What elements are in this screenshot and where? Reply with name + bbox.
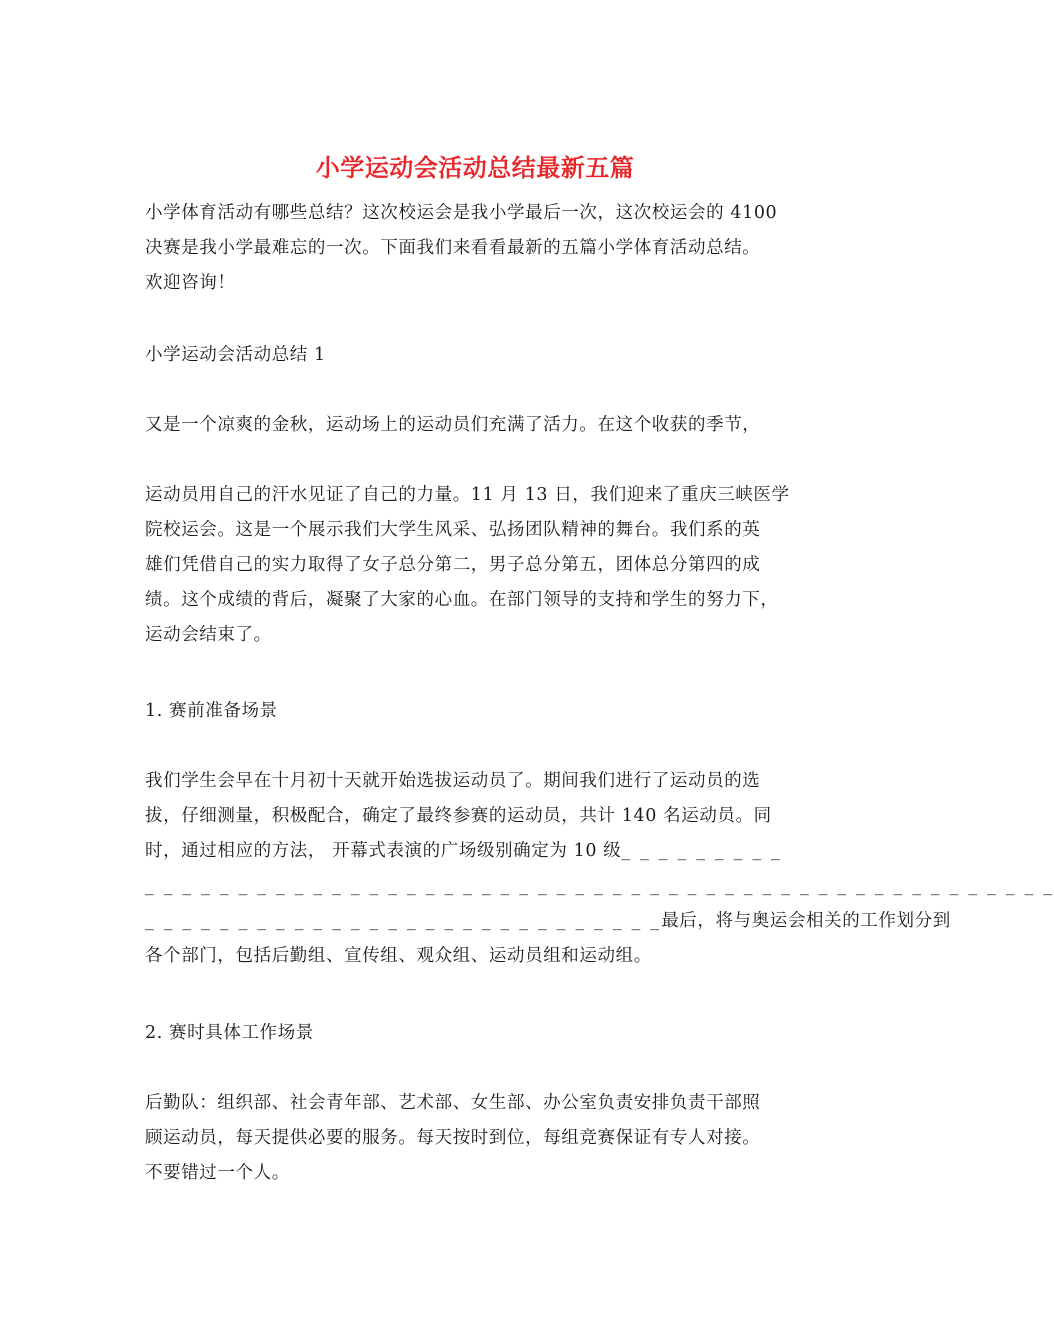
logistics-line: 顾运动员，每天提供必要的服务。每天按时到位，每组竞赛保证有专人对接。 bbox=[145, 1128, 761, 1148]
intro-paragraph bbox=[145, 196, 810, 301]
meet-line: 雄们凭借自己的实力取得了女子总分第二，男子总分第五，团体总分第四的成 bbox=[145, 555, 761, 575]
autumn-paragraph bbox=[145, 408, 810, 443]
intro-line: 小学体育活动有哪些总结？这次校运会是我小学最后一次，这次校运会的 4100 bbox=[145, 203, 778, 223]
prep-line: 我们学生会早在十月初十天就开始选拔运动员了。期间我们进行了运动员的选 bbox=[145, 771, 761, 791]
prep-line-text: 时，通过相应的方法， 开幕式表演的广场级别确定为 10 级 bbox=[145, 841, 622, 861]
prep-line bbox=[145, 834, 810, 869]
logistics-line: 不要错过一个人。 bbox=[145, 1163, 290, 1183]
logistics-line: 后勤队：组织部、社会青年部、艺术部、女生部、办公室负责安排负责干部照 bbox=[145, 1093, 761, 1113]
prep-heading bbox=[145, 694, 810, 729]
blank-underline: _ _ _ _ _ _ _ _ _ _ _ _ _ _ _ _ _ _ _ _ _ _ _ _ _ _ _ _ _ _ _ _ _ _ _ _ _ _ _ _ _ _ _ _ _ _ _ _ _ bbox=[145, 876, 1054, 896]
prep-line: 拔，仔细测量，积极配合，确定了最终参赛的运动员，共计 140 名运动员。同 bbox=[145, 806, 772, 826]
section-1-heading-text: 小学运动会活动总结 1 bbox=[145, 345, 326, 365]
meet-line: 运动员用自己的汗水见证了自己的力量。11 月 13 日，我们迎来了重庆三峡医学 bbox=[145, 485, 790, 505]
section-1-heading bbox=[145, 338, 810, 373]
logistics-paragraph bbox=[145, 1086, 810, 1191]
during-heading bbox=[145, 1016, 810, 1051]
during-heading-text: 2. 赛时具体工作场景 bbox=[145, 1023, 314, 1043]
meet-line: 运动会结束了。 bbox=[145, 625, 272, 645]
document-title: 小学运动会活动总结最新五篇 bbox=[315, 153, 635, 182]
prep-line bbox=[145, 904, 951, 939]
intro-line: 决赛是我小学最难忘的一次。下面我们来看看最新的五篇小学体育活动总结。 bbox=[145, 238, 761, 258]
blank-underline: _ _ _ _ _ _ _ _ _ _ _ _ _ _ _ _ _ _ _ _ _ _ _ _ _ _ _ _ bbox=[145, 911, 662, 931]
prep-line: 各个部门，包括后勤组、宣传组、观众组、运动员组和运动组。 bbox=[145, 946, 652, 966]
intro-line: 欢迎咨询！ bbox=[145, 273, 236, 293]
meet-line: 绩。这个成绩的背后，凝聚了大家的心血。在部门领导的支持和学生的努力下， bbox=[145, 590, 779, 610]
prep-paragraph bbox=[145, 764, 1054, 974]
autumn-line: 又是一个凉爽的金秋，运动场上的运动员们充满了活力。在这个收获的季节， bbox=[145, 415, 761, 435]
prep-line-text: 最后，将与奥运会相关的工作划分到 bbox=[661, 911, 951, 931]
meet-paragraph bbox=[145, 478, 810, 653]
meet-line: 院校运会。这是一个展示我们大学生风采、弘扬团队精神的舞台。我们系的英 bbox=[145, 520, 761, 540]
prep-heading-text: 1. 赛前准备场景 bbox=[145, 701, 278, 721]
blank-underline: _ _ _ _ _ _ _ _ _ bbox=[621, 841, 783, 861]
